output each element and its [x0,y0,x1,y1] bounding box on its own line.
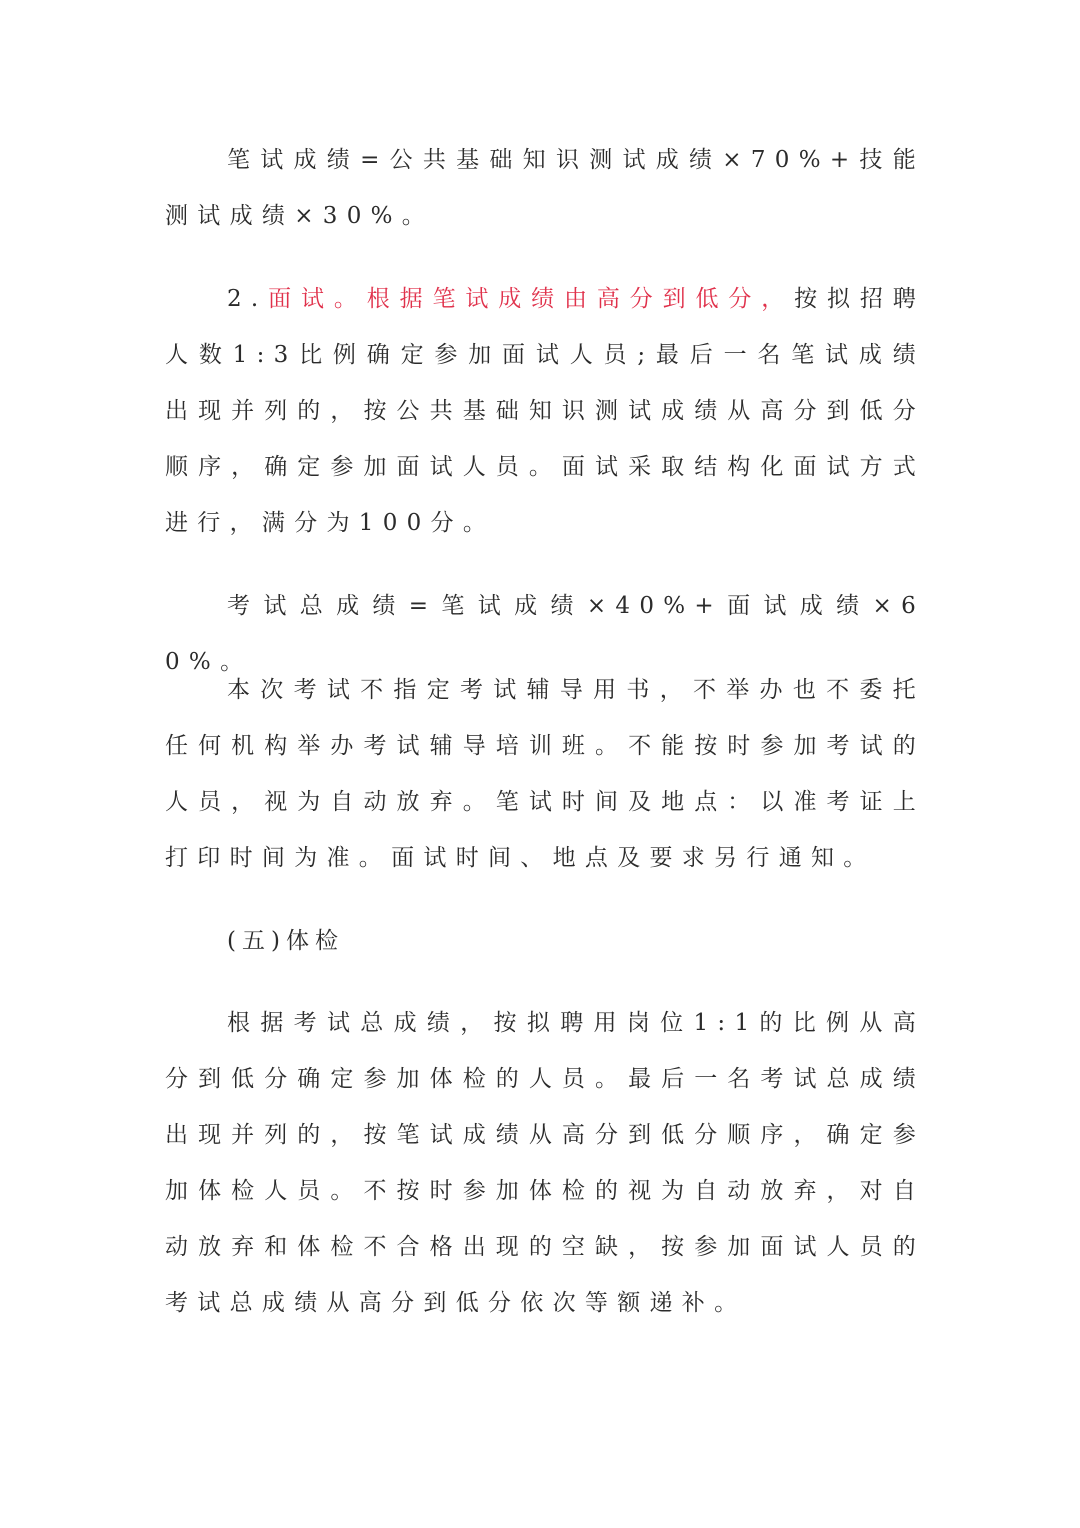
section-heading-physical-exam [165,913,925,969]
section-heading-text: (五)体检 [227,928,344,954]
exam-notice-text: 本次考试不指定考试辅导用书，不举办也不委托任何机构举办考试辅导培训班。不能按时参加考试的人员，视为自动放弃。笔试时间及地点：以准考证上打印时间为准。面试时间、地点及要求另行通知。 [165,677,925,871]
exam-notice-paragraph [165,662,925,886]
interview-body-text: 按拟招聘人数1:3比例确定参加面试人员;最后一名笔试成绩出现并列的，按公共基础知识测试成绩从高分到低分顺序，确定参加面试人员。面试采取结构化面试方式进行，满分为100分。 [165,286,925,536]
physical-exam-paragraph [165,995,925,1331]
written-score-formula-text: 笔试成绩=公共基础知识测试成绩×70%+技能测试成绩×30%。 [165,147,925,229]
interview-section-paragraph [165,271,925,551]
interview-highlight-text: 面试。根据笔试成绩由高分到低分， [267,286,795,312]
interview-item-number: 2. [227,286,268,312]
written-score-formula [165,132,925,244]
total-score-formula-text: 考试总成绩=笔试成绩×40%+面试成绩×60%。 [165,593,925,675]
physical-exam-text: 根据考试总成绩，按拟聘用岗位1:1的比例从高分到低分确定参加体检的人员。最后一名考试总成绩出现并列的，按笔试成绩从高分到低分顺序，确定参加体检人员。不按时参加体检的视为自动放弃，对自动放弃和体检不合格出现的空缺，按参加面试人员的考试总成绩从高分到低分依次等额递补。 [165,1010,925,1316]
